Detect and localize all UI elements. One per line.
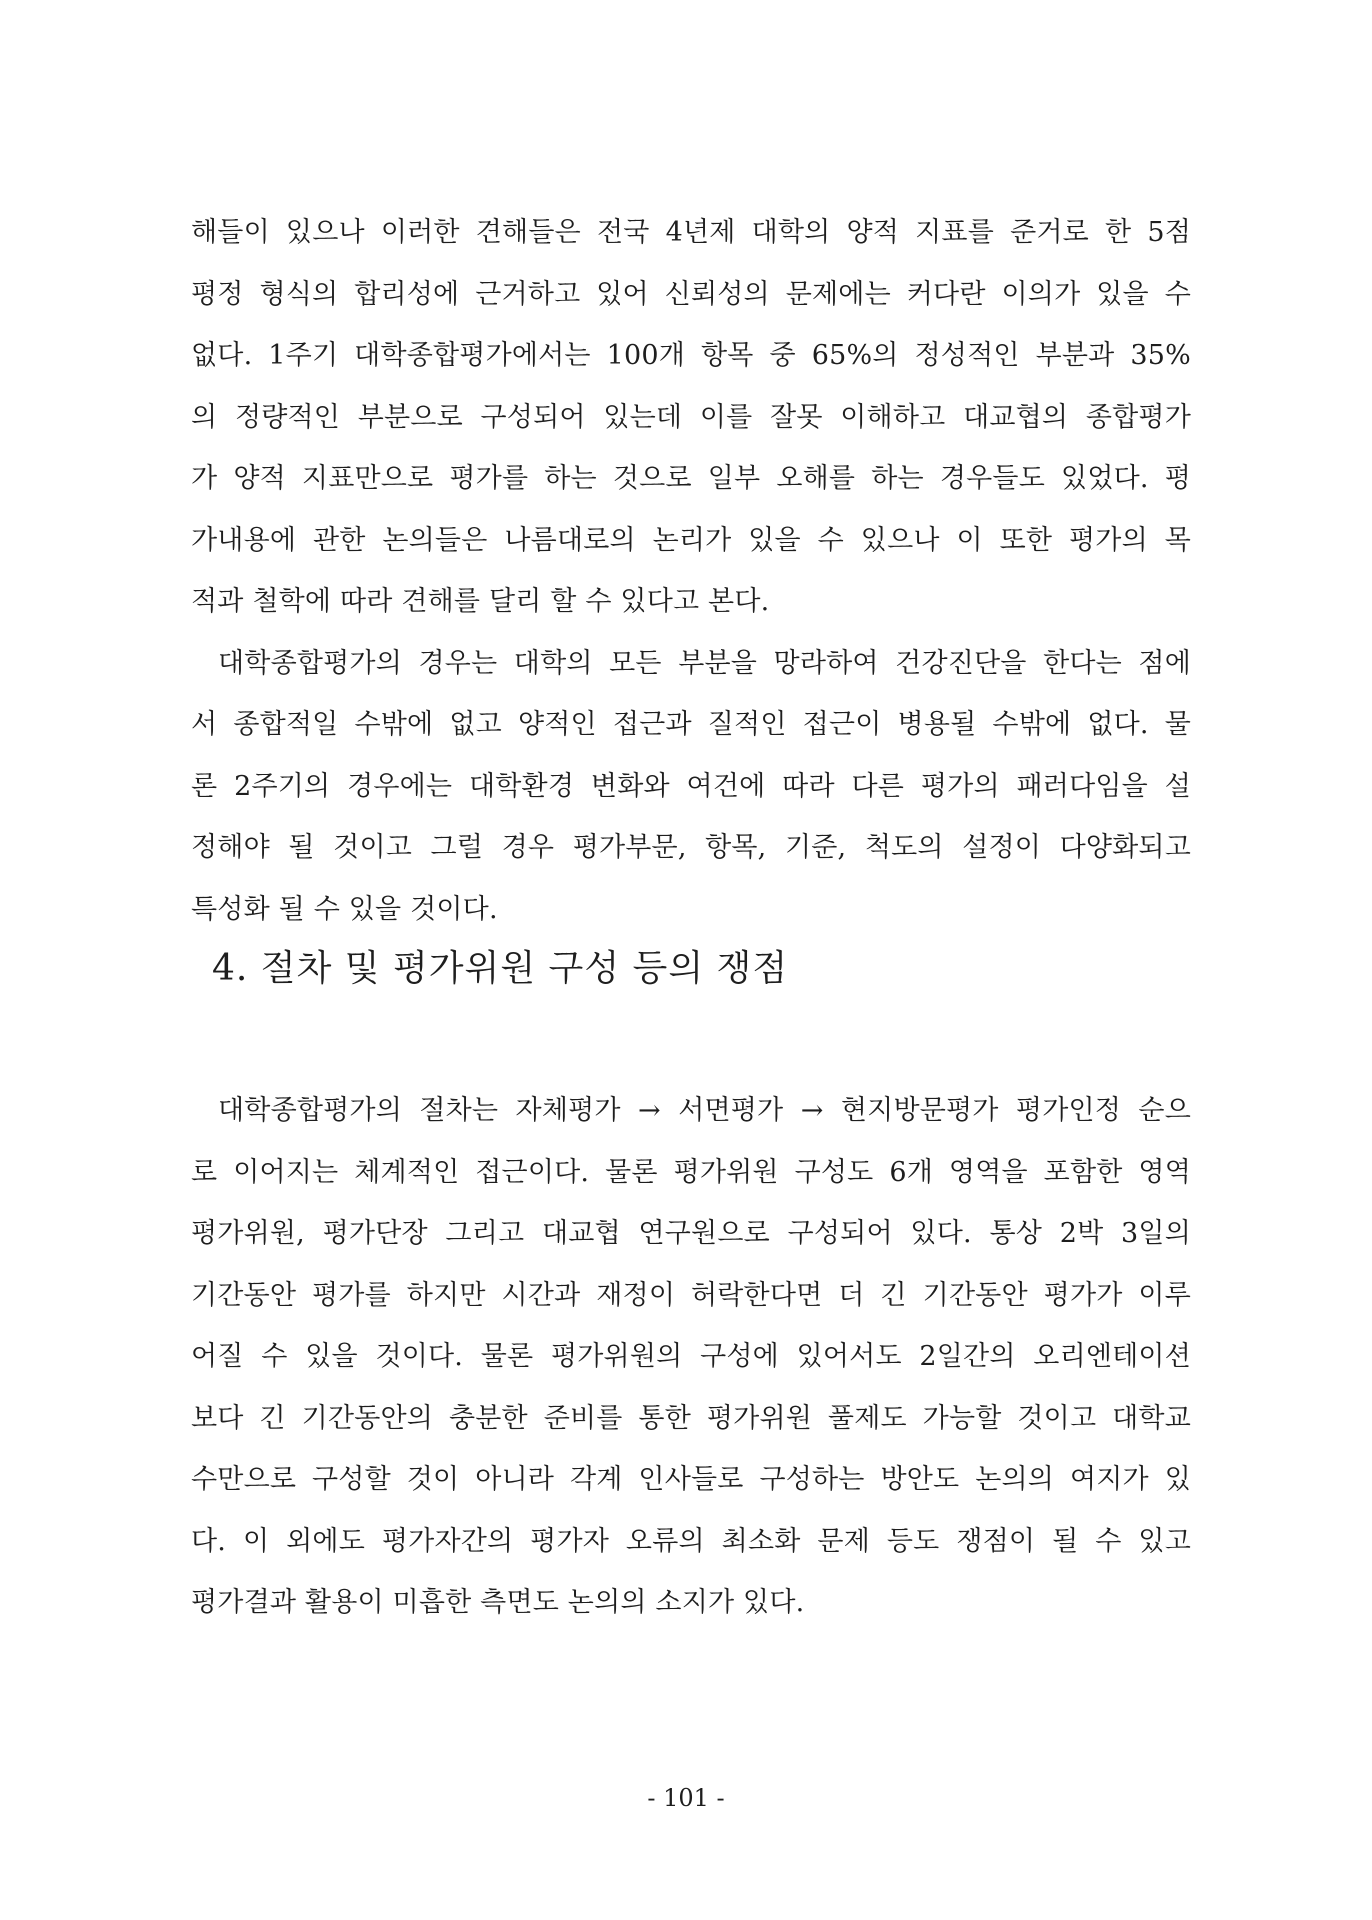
paragraph-line: 정해야 될 것이고 그럴 경우 평가부문, 항목, 기준, 척도의 설정이 다양화되고 <box>191 832 1191 863</box>
paragraph-line: 가내용에 관한 논의들은 나름대로의 논리가 있을 수 있으나 이 또한 평가의 목 <box>191 525 1191 556</box>
paragraph-line: 적과 철학에 따라 견해를 달리 할 수 있다고 본다. <box>191 586 770 617</box>
paragraph-line: 서 종합적일 수밖에 없고 양적인 접근과 질적인 접근이 병용될 수밖에 없다. 물 <box>191 709 1191 740</box>
paragraph-line: 의 정량적인 부분으로 구성되어 있는데 이를 잘못 이해하고 대교협의 종합평가 <box>191 402 1191 433</box>
paragraph-line: 해들이 있으나 이러한 견해들은 전국 4년제 대학의 양적 지표를 준거로 한 5점 <box>191 217 1191 248</box>
paragraph-line: 평가위원, 평가단장 그리고 대교협 연구원으로 구성되어 있다. 통상 2박 3일의 <box>191 1218 1191 1249</box>
section-heading: 4. 절차 및 평가위원 구성 등의 쟁점 <box>212 948 789 989</box>
page-number: - 101 - <box>647 1784 725 1812</box>
paragraph-line: 없다. 1주기 대학종합평가에서는 100개 항목 중 65%의 정성적인 부분과 35% <box>191 340 1191 371</box>
paragraph-line: 로 이어지는 체계적인 접근이다. 물론 평가위원 구성도 6개 영역을 포함한 영역 <box>191 1157 1191 1188</box>
paragraph-line: 어질 수 있을 것이다. 물론 평가위원의 구성에 있어서도 2일간의 오리엔테이션 <box>191 1341 1191 1372</box>
paragraph-line: 다. 이 외에도 평가자간의 평가자 오류의 최소화 문제 등도 쟁점이 될 수 있고 <box>191 1526 1191 1557</box>
paragraph-line: 대학종합평가의 절차는 자체평가 → 서면평가 → 현지방문평가 평가인정 순으 <box>218 1095 1191 1126</box>
paragraph-line: 가 양적 지표만으로 평가를 하는 것으로 일부 오해를 하는 경우들도 있었다. 평 <box>191 463 1191 494</box>
paragraph-line: 특성화 될 수 있을 것이다. <box>191 894 498 925</box>
paragraph-line: 기간동안 평가를 하지만 시간과 재정이 허락한다면 더 긴 기간동안 평가가 이루 <box>191 1280 1191 1311</box>
paragraph-line: 론 2주기의 경우에는 대학환경 변화와 여건에 따라 다른 평가의 패러다임을 설 <box>191 771 1191 802</box>
paragraph-line: 수만으로 구성할 것이 아니라 각계 인사들로 구성하는 방안도 논의의 여지가 있 <box>191 1464 1191 1495</box>
paragraph-line: 평가결과 활용이 미흡한 측면도 논의의 소지가 있다. <box>191 1587 805 1618</box>
paragraph-line: 평정 형식의 합리성에 근거하고 있어 신뢰성의 문제에는 커다란 이의가 있을 수 <box>191 279 1191 310</box>
paragraph-line: 대학종합평가의 경우는 대학의 모든 부분을 망라하여 건강진단을 한다는 점에 <box>218 648 1191 679</box>
paragraph-line: 보다 긴 기간동안의 충분한 준비를 통한 평가위원 풀제도 가능할 것이고 대학교 <box>191 1403 1191 1434</box>
